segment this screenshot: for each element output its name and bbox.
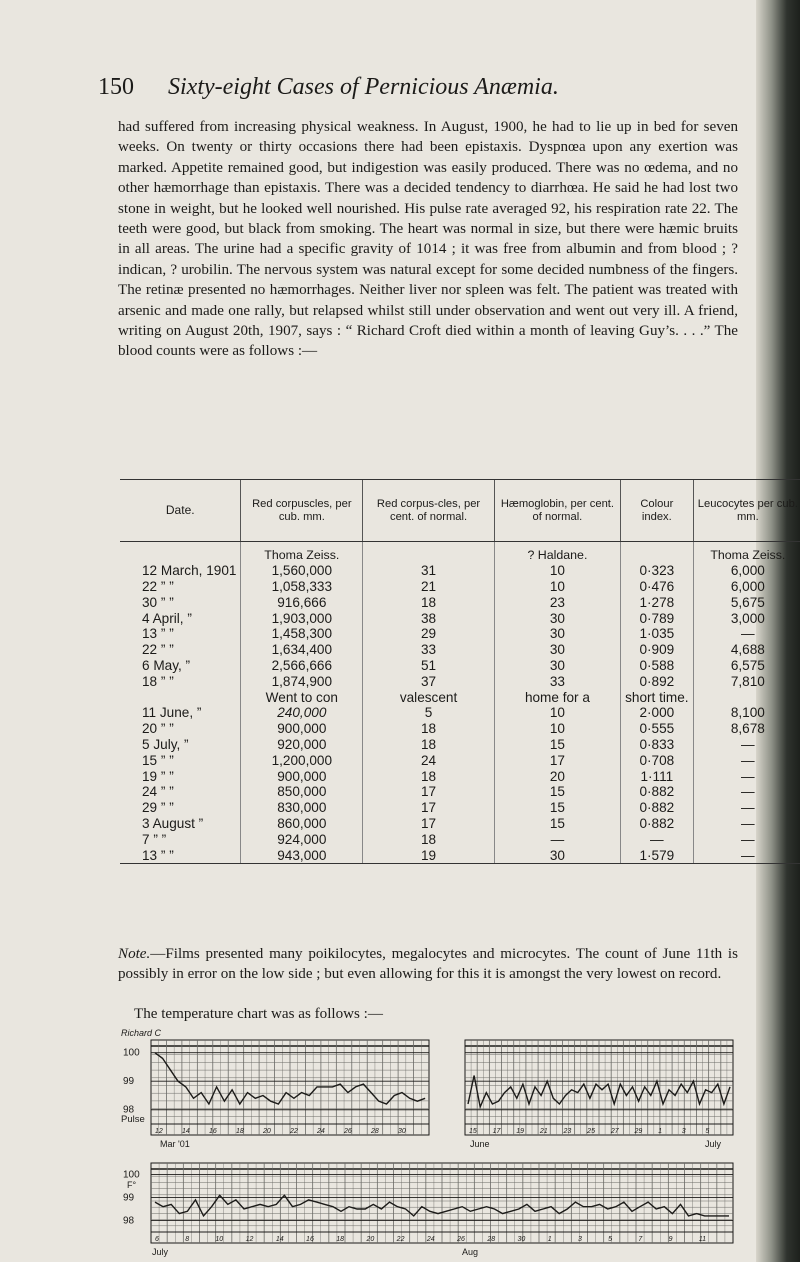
table-cell: 6,000: [693, 563, 800, 579]
table-cell: 916,666: [241, 594, 363, 610]
table-cell: —: [693, 737, 800, 753]
table-cell: 1,634,400: [241, 642, 363, 658]
table-cell: 0·892: [620, 673, 693, 689]
month-label: July: [705, 1139, 722, 1149]
table-cell: 3 August ”: [142, 815, 204, 831]
x-tick-label: 21: [539, 1128, 548, 1135]
narrative-paragraph: had suffered from increasing physical weakness. In August, 1900, he had to lie up in bed for seven weeks. On twenty or thirty occasions there had been epistaxis. Dyspnœa upon any exertion was marked. Appetite remained good, but indigestion was easily produced. There was no œdema, and no other hæmorrhage than epistaxis. There was a decided tendency to diarrhœa. He said he had lost two stone in weight, but he looked well nourished. His pulse rate averaged 92, his respiration rate 22. The teeth were good, but black from smoking. The heart was normal in size, but there were hæmic bruits in all areas. The urine had a specific gravity of 1014 ; it was free from albumin and from blood ; ? indican, ? urobilin. The nervous system was natural except for some decided numbness of the fingers. The retinæ presented no hæmorrhages. Neither liver nor spleen was felt. The patient was treated with arsenic and made one rally, but relapsed whilst still under observation and went out very ill. A friend, writing on August 20th, 1907, says : “ Richard Croft died within a month of leaving Guy’s. . . .” The blood counts were as follows :—: [118, 119, 738, 360]
table-cell: 17: [494, 752, 620, 768]
table-cell: 18: [363, 737, 495, 753]
x-tick-label: 30: [517, 1236, 526, 1243]
table-cell: 7,810: [693, 673, 800, 689]
table-cell: 38: [363, 610, 495, 626]
table-cell: 20: [494, 768, 620, 784]
x-tick-label: 5: [608, 1236, 613, 1243]
table-cell: 22 ” ”: [142, 578, 174, 594]
table-cell: 30: [494, 626, 620, 642]
x-tick-label: 19: [516, 1128, 525, 1135]
x-tick-label: 24: [426, 1236, 435, 1243]
month-label: July: [152, 1247, 169, 1257]
table-cell: Went to con: [241, 689, 363, 705]
header-red-corpuscles: Red corpuscles, per cub. mm.: [241, 480, 363, 542]
chart-handwritten-name: Richard C: [121, 1028, 162, 1038]
table-cell: short time.: [620, 689, 693, 705]
table-cell: 24 ” ”: [142, 784, 174, 800]
table-cell: 30: [494, 642, 620, 658]
header-haemoglobin: Hæmoglobin, per cent. of normal.: [494, 480, 620, 542]
table-cell: 30: [494, 658, 620, 674]
table-cell: 17: [363, 816, 495, 832]
note-label: Note.: [118, 946, 151, 962]
chart-intro: The temperature chart was as follows :—: [134, 1006, 383, 1022]
x-tick-label: 17: [492, 1128, 501, 1135]
table-cell: 1·278: [620, 594, 693, 610]
x-tick-label: 14: [182, 1128, 190, 1135]
table-cell: 0·708: [620, 752, 693, 768]
x-tick-label: 28: [371, 1128, 379, 1135]
table-cell: 10: [494, 721, 620, 737]
table-cell: 29: [363, 626, 495, 642]
x-tick-label: 11: [698, 1236, 707, 1243]
x-tick-label: 22: [290, 1128, 298, 1135]
table-cell: 1,458,300: [241, 626, 363, 642]
note-text: —Films presented many poikilocytes, megalocytes and microcytes. The count of June 11th is possibly in error on the low side ; but even allowing for this it is amongst the very lowest on record.: [118, 946, 738, 983]
table-cell: 19: [363, 847, 495, 863]
table-cell: 10: [494, 705, 620, 721]
x-tick-label: 18: [336, 1236, 345, 1243]
table-cell: 0·323: [620, 563, 693, 579]
table-cell: 15: [494, 784, 620, 800]
subheader-cell: Thoma Zeiss.: [241, 542, 363, 563]
table-cell: 1,903,000: [241, 610, 363, 626]
table-cell: 18: [363, 831, 495, 847]
table-cell: 924,000: [241, 831, 363, 847]
x-tick-label: 23: [563, 1128, 572, 1135]
table-cell: 10: [494, 579, 620, 595]
table-cell: 20 ” ”: [142, 721, 174, 737]
table-cell: valescent: [363, 689, 495, 705]
x-tick-label: 14: [275, 1236, 284, 1243]
table-cell: 23: [494, 594, 620, 610]
table-cell: 3,000: [693, 610, 800, 626]
month-label: Mar '01: [160, 1139, 190, 1149]
subheader-cell: ? Haldane.: [494, 542, 620, 563]
table-cell: 13 ” ”: [142, 626, 174, 642]
y-tick-label: 99: [123, 1076, 135, 1088]
y-axis-label: F°: [127, 1180, 137, 1190]
table-cell: 920,000: [241, 737, 363, 753]
table-cell: 1,560,000: [241, 563, 363, 579]
table-cell: —: [494, 831, 620, 847]
table-cell: 15: [494, 800, 620, 816]
x-tick-label: 28: [487, 1236, 496, 1243]
table-cell: 2·000: [620, 705, 693, 721]
header-red-percent: Red corpus-cles, per cent. of normal.: [363, 480, 495, 542]
table-cell: —: [693, 784, 800, 800]
x-tick-label: 15: [469, 1128, 477, 1135]
x-tick-label: 9: [668, 1236, 673, 1243]
table-cell: 5: [363, 705, 495, 721]
table-cell: 30: [494, 610, 620, 626]
table-cell: 13 ” ”: [120, 847, 241, 863]
page-number: 150: [98, 74, 134, 100]
table-cell: 15: [494, 816, 620, 832]
table-cell: 10: [494, 563, 620, 579]
table-cell: 17: [363, 784, 495, 800]
table-cell: 24: [363, 752, 495, 768]
table-cell: 1·579: [620, 847, 693, 863]
table-cell: 18: [363, 768, 495, 784]
y-tick-label: 98: [123, 1215, 135, 1227]
table-cell: 18: [363, 594, 495, 610]
table-cell: 1,200,000: [241, 752, 363, 768]
table-cell: 6 May, ”: [142, 657, 191, 673]
x-tick-label: 20: [263, 1128, 271, 1135]
y-tick-label: 100: [123, 1169, 140, 1181]
x-tick-label: 12: [155, 1128, 163, 1135]
x-tick-label: 1: [658, 1128, 662, 1135]
table-cell: 860,000: [241, 816, 363, 832]
x-tick-label: 30: [398, 1128, 406, 1135]
x-tick-label: 25: [587, 1128, 595, 1135]
table-cell: 33: [494, 673, 620, 689]
table-cell: —: [693, 800, 800, 816]
table-cell: —: [693, 752, 800, 768]
table-cell: 15: [494, 737, 620, 753]
table-cell: 19 ” ”: [142, 768, 174, 784]
table-cell: —: [693, 831, 800, 847]
x-tick-label: 5: [705, 1128, 710, 1135]
table-cell: 2,566,666: [241, 658, 363, 674]
table-cell: 6,575: [693, 658, 800, 674]
table-cell: 8,678: [693, 721, 800, 737]
y-tick-label: 99: [123, 1192, 135, 1204]
table-cell: 900,000: [241, 721, 363, 737]
table-cell: 33: [363, 642, 495, 658]
table-cell: 22 ” ”: [142, 642, 174, 658]
table-cell: 37: [363, 673, 495, 689]
table-cell: 5,675: [693, 594, 800, 610]
table-cell: 17: [363, 800, 495, 816]
table-cell: 1,058,333: [241, 579, 363, 595]
table-cell: 12 March, 1901: [142, 563, 237, 579]
x-tick-label: 3: [681, 1128, 686, 1135]
x-tick-label: 26: [457, 1236, 465, 1243]
month-label: June: [470, 1139, 490, 1149]
y-tick-label: 98: [123, 1104, 135, 1116]
table-cell: 21: [363, 579, 495, 595]
table-cell: 1·035: [620, 626, 693, 642]
x-tick-label: 10: [215, 1236, 224, 1243]
table-cell: 6,000: [693, 579, 800, 595]
x-tick-label: 18: [236, 1128, 244, 1135]
table-cell: 18: [363, 721, 495, 737]
x-tick-label: 6: [155, 1236, 159, 1243]
table-cell: 5 July, ”: [142, 736, 189, 752]
table-cell: 8,100: [693, 705, 800, 721]
table-cell: 0·882: [620, 800, 693, 816]
month-label: Aug: [462, 1247, 479, 1257]
table-cell: 0·789: [620, 610, 693, 626]
table-cell: 31: [363, 563, 495, 579]
x-tick-label: 7: [638, 1236, 643, 1243]
table-cell: 240,000: [241, 705, 363, 721]
x-tick-label: 26: [344, 1128, 352, 1135]
table-cell: 943,000: [241, 847, 363, 863]
table-cell: 51: [363, 658, 495, 674]
table-cell: 0·882: [620, 784, 693, 800]
table-cell: 11 June, ”: [142, 705, 202, 721]
x-tick-label: 22: [396, 1236, 405, 1243]
subheader-cell: Thoma Zeiss.: [693, 542, 800, 563]
table-cell: 0·476: [620, 579, 693, 595]
x-tick-label: 27: [610, 1128, 619, 1135]
x-tick-label: 16: [209, 1128, 217, 1135]
table-cell: 900,000: [241, 768, 363, 784]
table-cell: —: [620, 831, 693, 847]
x-tick-label: 20: [366, 1236, 375, 1243]
x-tick-label: 29: [634, 1128, 643, 1135]
table-cell: 7 ” ”: [142, 831, 167, 847]
x-tick-label: 16: [306, 1236, 314, 1243]
table-cell: 850,000: [241, 784, 363, 800]
table-cell: 1,874,900: [241, 673, 363, 689]
table-cell: 0·833: [620, 737, 693, 753]
table-cell: —: [693, 626, 800, 642]
table-cell: 18 ” ”: [142, 673, 174, 689]
table-cell: 30: [494, 847, 620, 863]
table-cell: 0·555: [620, 721, 693, 737]
y-tick-label: 100: [123, 1047, 140, 1059]
table-cell: home for a: [494, 689, 620, 705]
table-cell: 30 ” ”: [142, 594, 174, 610]
header-colour-index: Colour index.: [620, 480, 693, 542]
x-tick-label: 12: [245, 1236, 254, 1243]
x-tick-label: 1: [547, 1236, 552, 1243]
table-cell: —: [693, 816, 800, 832]
running-head: Sixty-eight Cases of Pernicious Anæmia.: [168, 74, 559, 100]
table-cell: 15 ” ”: [142, 752, 174, 768]
header-date: Date.: [120, 480, 241, 542]
table-cell: 4 April, ”: [142, 610, 192, 626]
table-cell: 4,688: [693, 642, 800, 658]
x-tick-label: 24: [317, 1128, 325, 1135]
y-tick-label: Pulse: [121, 1114, 145, 1125]
x-tick-label: 3: [577, 1236, 582, 1243]
table-cell: —: [693, 847, 800, 863]
table-cell: 0·909: [620, 642, 693, 658]
table-cell: 1·111: [620, 768, 693, 784]
table-cell: 0·588: [620, 658, 693, 674]
header-leucocytes: Leucocytes per cub. mm.: [693, 480, 800, 542]
table-cell: 830,000: [241, 800, 363, 816]
table-cell: —: [693, 768, 800, 784]
x-tick-label: 8: [185, 1236, 190, 1243]
table-cell: 0·882: [620, 816, 693, 832]
table-cell: 29 ” ”: [142, 800, 174, 816]
